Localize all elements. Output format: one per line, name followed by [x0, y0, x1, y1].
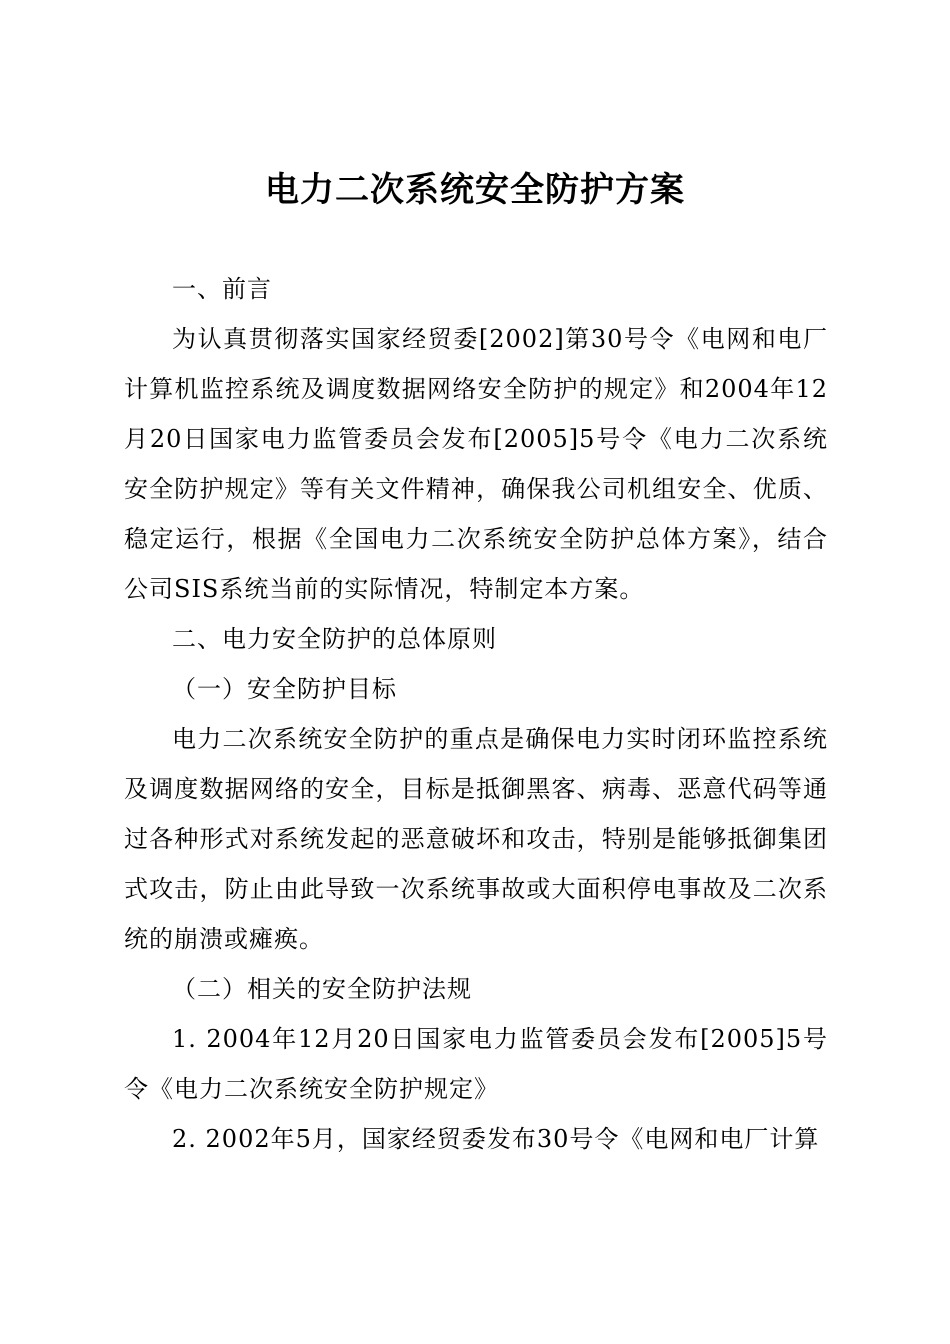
- document-title: 电力二次系统安全防护方案: [265, 170, 685, 210]
- subsection-heading-regulations: （二）相关的安全防护法规: [172, 975, 472, 1003]
- paragraph-preface: 为认真贯彻落实国家经贸委[2002]第30号令《电网和电厂计算机监控系统及调度数据网络安全防护的规定》和2004年12月20日国家电力监管委员会发布[2005]5号令《电力二次系统安全防护规定》等有关文件精神，确保我公司机组安全、优质、稳定运行，根据《全国电力二次系统安全防护总体方案》，结合公司SIS系统当前的实际情况，特制定本方案。: [124, 325, 828, 603]
- section-heading-preface: 一、前言: [172, 275, 272, 303]
- subsection-heading-goals: （一）安全防护目标: [172, 675, 397, 703]
- section-heading-principles: 二、电力安全防护的总体原则: [172, 625, 497, 653]
- document-body: [124, 264, 828, 1164]
- paragraph-goals: 电力二次系统安全防护的重点是确保电力实时闭环监控系统及调度数据网络的安全，目标是抵御黑客、病毒、恶意代码等通过各种形式对系统发起的恶意破坏和攻击，特别是能够抵御集团式攻击，防止由此导致一次系统事故或大面积停电事故及二次系统的崩溃或瘫痪。: [124, 725, 828, 953]
- list-item-regulation-2: 2. 2002年5月，国家经贸委发布30号令《电网和电厂计算: [172, 1125, 820, 1153]
- list-item-regulation-1: 1. 2004年12月20日国家电力监管委员会发布[2005]5号令《电力二次系统安全防护规定》: [124, 1025, 828, 1103]
